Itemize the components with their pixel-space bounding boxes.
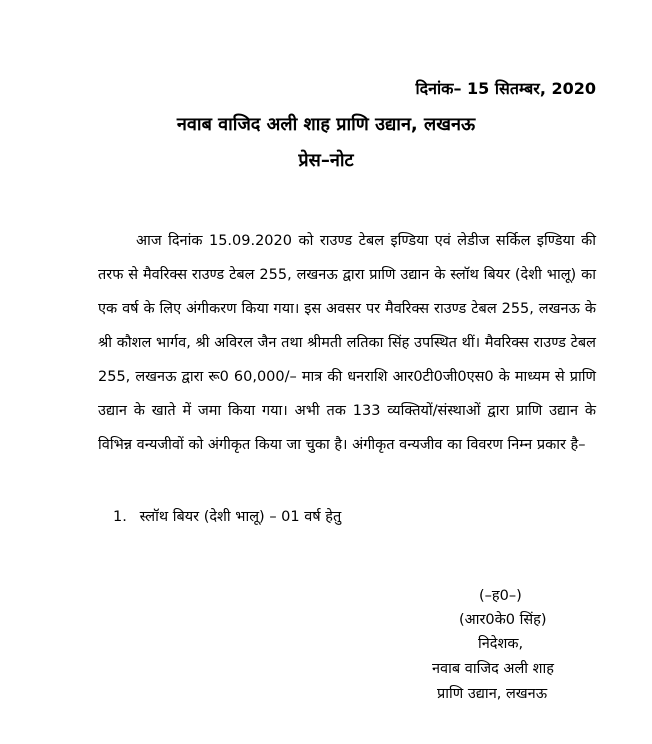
date-line: दिनांक– 15 सितम्बर, 2020 bbox=[415, 79, 596, 98]
organization-title: नवाब वाजिद अली शाह प्राणि उद्यान, लखनऊ bbox=[176, 114, 476, 135]
body-paragraph: आज दिनांक 15.09.2020 को राउण्ड टेबल इण्डिया एवं लेडीज सर्किल इण्डिया की तरफ से मैवरिक्स राउण्ड टेबल 255, लखनऊ द्वारा प्राणि उद्यान के स्लॉथ बियर (देशी भालू) का एक वर्ष के लिए अंगीकरण किया गया। इस अवसर पर मैवरिक्स राउण्ड टेबल 255, लखनऊ के श्री कौशल भार्गव, श्री अविरल जैन तथा श्रीमती लतिका सिंह उपस्थित थीं। मैवरिक्स राउण्ड टेबल 255, लखनऊ द्वारा रू0 60,000/– मात्र की धनराशि आर0टी0जी0एस0 के माध्यम से प्राणि उद्यान के खाते में जमा किया गया। अभी तक 133 व्यक्तियों/संस्थाओं द्वारा प्राणि उद्यान के विभिन्न वन्यजीवों को अंगीकृत किया जा चुका है। अंगीकृत वन्यजीव का विवरण निम्न प्रकार है– bbox=[98, 233, 596, 453]
signatory-designation: निदेशक, bbox=[478, 636, 524, 652]
list-item-text: स्लॉथ बियर (देशी भालू) – 01 वर्ष हेतु bbox=[139, 509, 342, 525]
document-type-title: प्रेस–नोट bbox=[298, 150, 354, 171]
signatory-org-line-1: नवाब वाजिद अली शाह bbox=[432, 661, 554, 677]
signature-mark: (–ह0–) bbox=[479, 588, 522, 604]
signatory-name: (आर0के0 सिंह) bbox=[459, 612, 547, 628]
signatory-org-line-2: प्राणि उद्यान, लखनऊ bbox=[437, 686, 548, 702]
list-item-number: 1. bbox=[113, 509, 127, 525]
list-item bbox=[113, 506, 341, 526]
adoption-list bbox=[113, 506, 341, 526]
